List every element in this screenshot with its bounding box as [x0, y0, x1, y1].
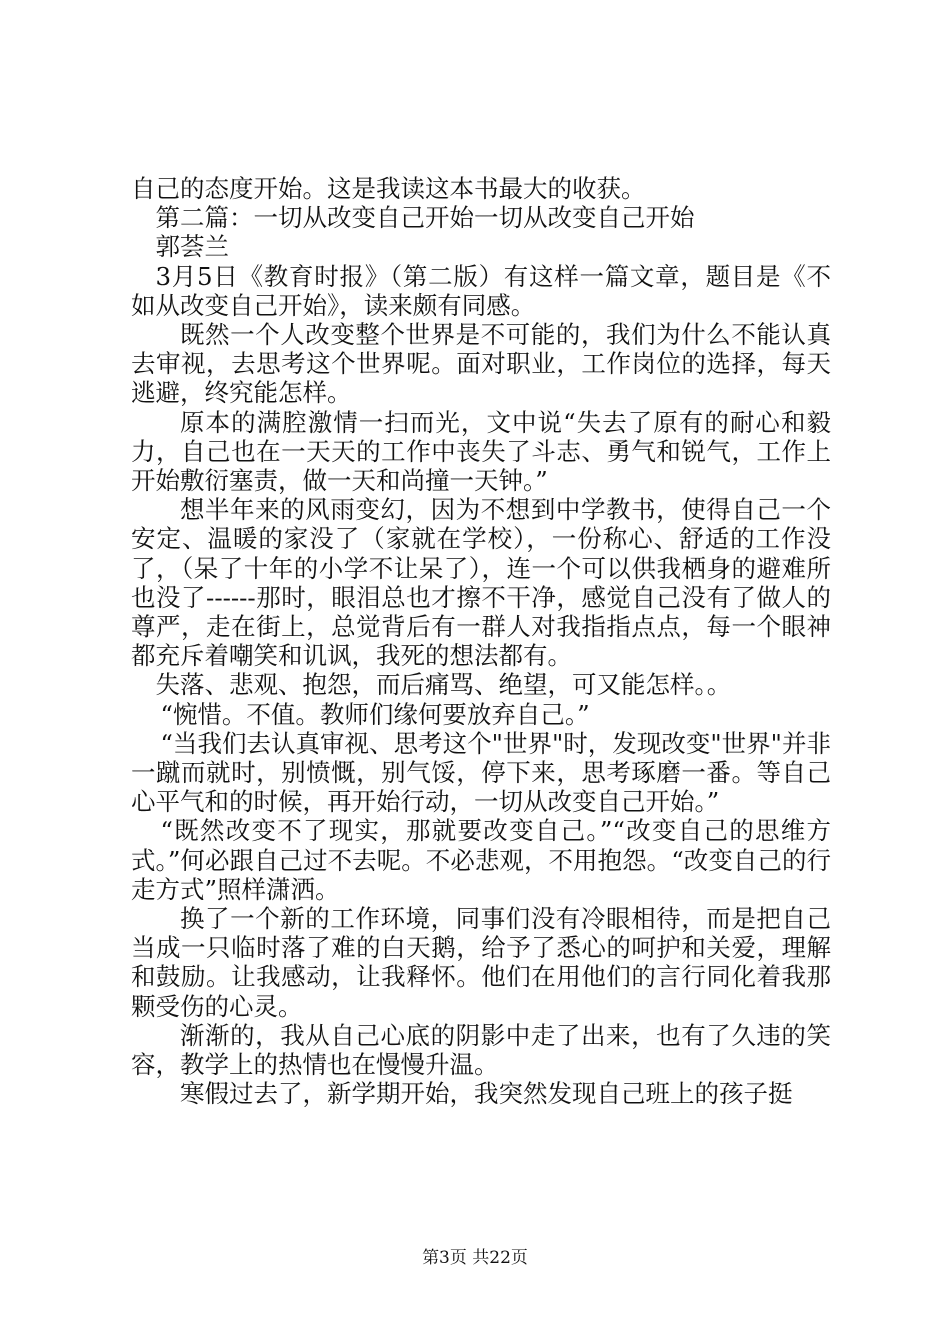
page-number-footer: 第3页 共22页 — [422, 1248, 528, 1268]
paragraph: 原本的满腔激情一扫而光，文中说“失去了原有的耐心和毅力，自己也在一天天的工作中丧失了斗志、勇气和锐气，工作上开始敷衍塞责，做一天和尚撞一天钟。” — [131, 407, 831, 496]
paragraph: 既然一个人改变整个世界是不可能的，我们为什么不能认真去审视，去思考这个世界呢。面对职业，工作岗位的选择，每天逃避，终究能怎样。 — [131, 320, 831, 408]
paragraph: “既然改变不了现实，那就要改变自己。”“改变自己的思维方式。”何必跟自己过不去呢。不必悲观，不用抱怨。“改变自己的行走方式”照样潇洒。 — [131, 816, 831, 904]
paragraph: “当我们去认真审视、思考这个"世界"时，发现改变"世界"并非一蹴而就时，别愤慨，别气馁，停下来，思考琢磨一番。等自己心平气和的时候，再开始行动，一切从改变自己开始。” — [131, 728, 831, 817]
paragraph: “惋惜。不值。教师们缘何要放弃自己。” — [160, 699, 590, 729]
section-heading: 第二篇：一切从改变自己开始一切从改变自己开始 — [155, 203, 695, 233]
paragraph: 自己的态度开始。这是我读这本书最大的收获。 — [131, 174, 646, 203]
paragraph: 失落、悲观、抱怨，而后痛骂、绝望，可又能怎样。。 — [155, 670, 732, 700]
author-name: 郭荟兰 — [155, 232, 229, 262]
paragraph: 换了一个新的工作环境，同事们没有冷眼相待，而是把自己当成一只临时落了难的白天鹅，给予了悉心的呵护和关爱，理解和鼓励。让我感动，让我释怀。他们在用他们的言行同化着我那颗受伤的心灵。 — [131, 904, 831, 1021]
paragraph: 3月5日《教育时报》（第二版）有这样一篇文章，题目是《不如从改变自己开始》，读来颇有同感。 — [131, 261, 831, 320]
document-body — [131, 174, 831, 1109]
paragraph: 渐渐的，我从自己心底的阴影中走了出来，也有了久违的笑容，教学上的热情也在慢慢升温。 — [131, 1020, 831, 1080]
paragraph: 寒假过去了，新学期开始，我突然发现自己班上的孩子挺 — [180, 1079, 793, 1109]
paragraph: 想半年来的风雨变幻，因为不想到中学教书，使得自己一个安定、温暖的家没了（家就在学校），一份称心、舒适的工作没了，（呆了十年的小学不让呆了），连一个可以供我栖身的避难所也没了------那时，眼泪总也才擦不干净，感觉自己没有了做人的尊严，走在街上，总觉背后有一群人对我指指点点，每一个眼神都充斥着嘲笑和讥讽，我死的想法都有。 — [131, 495, 831, 671]
